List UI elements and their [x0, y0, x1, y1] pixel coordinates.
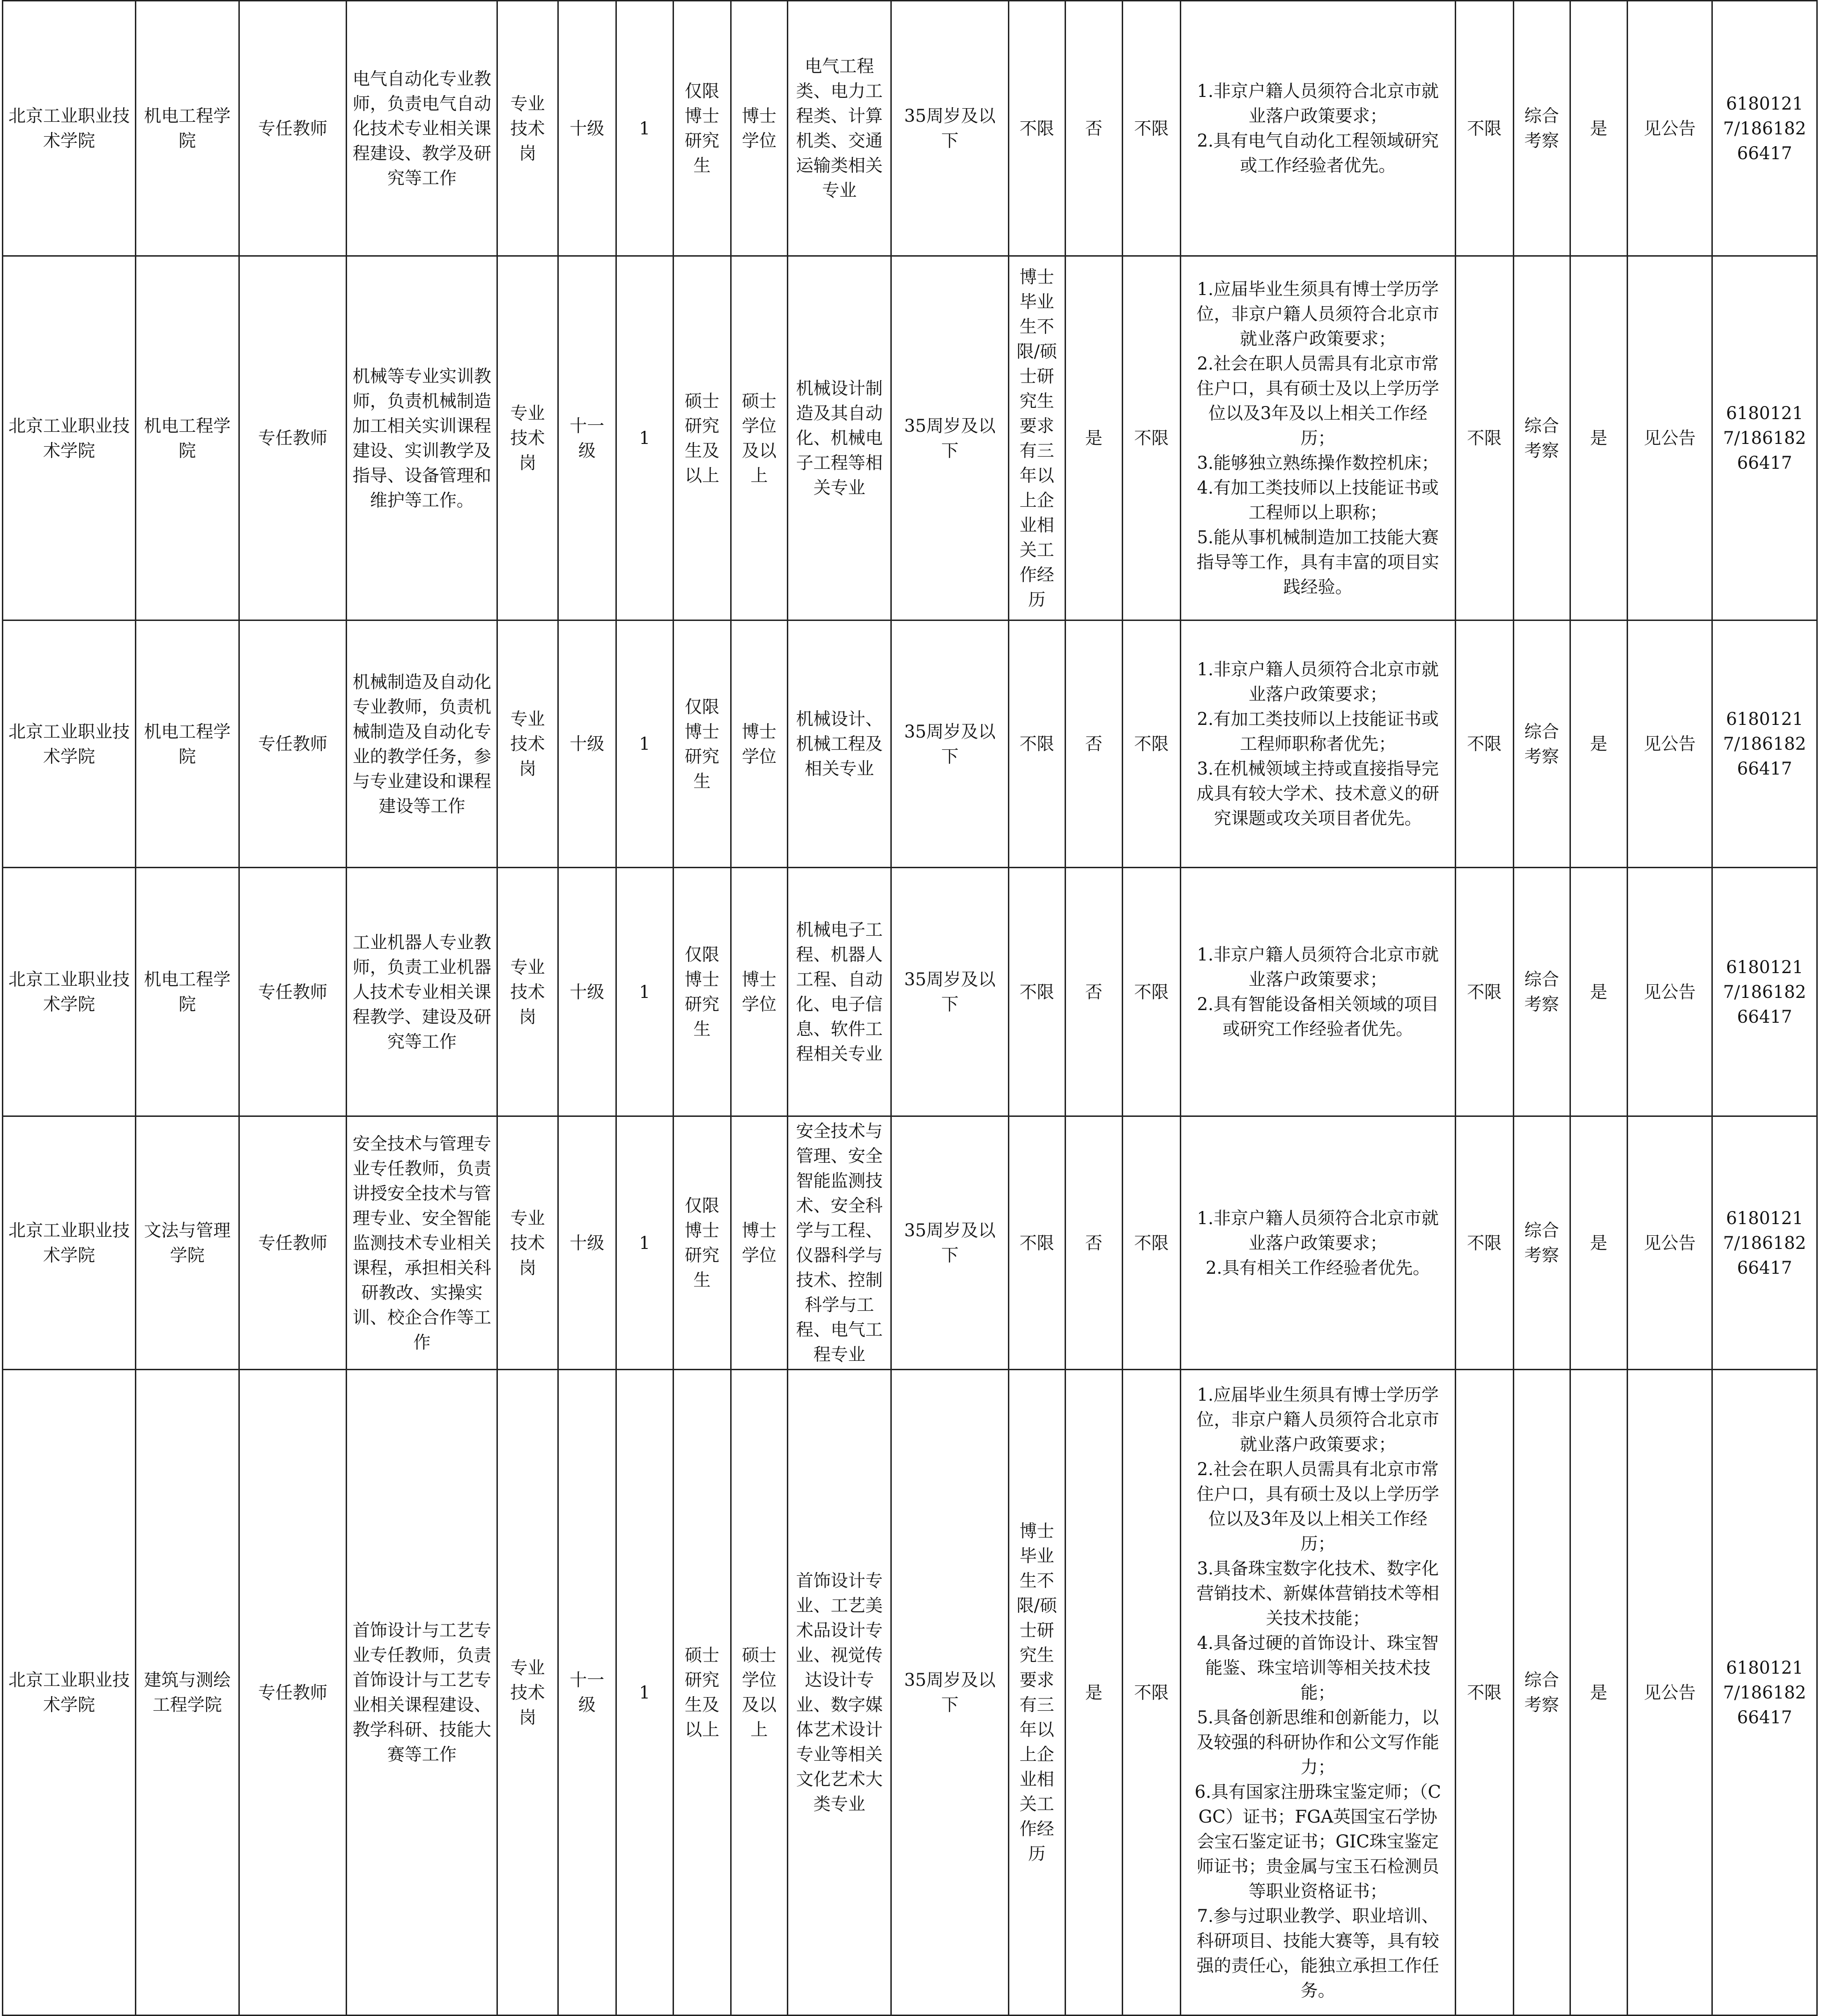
gender-cell: 不限 [1455, 868, 1513, 1116]
announce-cell: 是 [1570, 1, 1627, 256]
phone-cell: 61801217/18618266417 [1712, 868, 1817, 1116]
exam-cell: 综合考察 [1513, 256, 1570, 620]
political-cell: 不限 [1122, 1116, 1180, 1370]
count-cell: 1 [616, 1116, 673, 1370]
announce-cell: 是 [1570, 620, 1627, 868]
announce-cell: 是 [1570, 1116, 1627, 1370]
duties-cell: 安全技术与管理专业专任教师，负责讲授安全技术与管理专业、安全智能监测技术专业相关课程，承担相关科研教改、实操实训、校企合作等工作 [347, 1116, 497, 1370]
degree-cell: 博士学位 [731, 868, 787, 1116]
gender-cell: 不限 [1455, 1370, 1513, 2016]
category-cell: 专业技术岗 [497, 868, 558, 1116]
recruitment-table [2, 0, 1818, 2016]
age-cell: 35周岁及以下 [891, 1, 1008, 256]
major-cell: 机械电子工程、机器人工程、自动化、电子信息、软件工程相关专业 [787, 868, 891, 1116]
department-cell: 文法与管理学院 [136, 1116, 239, 1370]
grade-cell: 十级 [558, 868, 616, 1116]
requirements-cell [1180, 1370, 1455, 2016]
education-cell: 仅限博士研究生 [673, 868, 731, 1116]
count-cell: 1 [616, 620, 673, 868]
position-cell: 专任教师 [239, 1116, 347, 1370]
requirement-item: 1.非京户籍人员须符合北京市就业落户政策要求； [1197, 659, 1439, 704]
announce-cell: 是 [1570, 1370, 1627, 2016]
count-cell: 1 [616, 868, 673, 1116]
notice-cell: 见公告 [1627, 868, 1712, 1116]
political-cell: 不限 [1122, 1, 1180, 256]
position-cell: 专任教师 [239, 1, 347, 256]
gender-cell: 不限 [1455, 1, 1513, 256]
requirements-cell [1180, 1, 1455, 256]
gender-cell: 不限 [1455, 1116, 1513, 1370]
gender-cell: 不限 [1455, 256, 1513, 620]
local-requirement-cell: 是 [1065, 256, 1122, 620]
position-cell: 专任教师 [239, 868, 347, 1116]
local-requirement-cell: 是 [1065, 1370, 1122, 2016]
requirement-item: 1.应届毕业生须具有博士学历学位，非京户籍人员须符合北京市就业落户政策要求； [1196, 279, 1439, 349]
count-cell: 1 [616, 1370, 673, 2016]
category-cell: 专业技术岗 [497, 1370, 558, 2016]
grade-cell: 十级 [558, 1, 616, 256]
political-cell: 不限 [1122, 620, 1180, 868]
phone-cell: 61801217/18618266417 [1712, 1370, 1817, 2016]
local-requirement-cell: 否 [1065, 868, 1122, 1116]
local-requirement-cell: 否 [1065, 1116, 1122, 1370]
phone-cell: 61801217/18618266417 [1712, 1116, 1817, 1370]
experience-cell: 博士毕业生不限/硕士研究生要求有三年以上企业相关工作经历 [1008, 1370, 1065, 2016]
category-cell: 专业技术岗 [497, 1, 558, 256]
department-cell: 机电工程学院 [136, 868, 239, 1116]
notice-cell: 见公告 [1627, 620, 1712, 868]
requirement-item: 2.有加工类技师以上技能证书或工程师职称者优先； [1197, 709, 1439, 754]
duties-cell: 电气自动化专业教师，负责电气自动化技术专业相关课程建设、教学及研究等工作 [347, 1, 497, 256]
political-cell: 不限 [1122, 868, 1180, 1116]
department-cell: 机电工程学院 [136, 1, 239, 256]
requirement-item: 2.具有智能设备相关领域的项目或研究工作经验者优先。 [1197, 994, 1439, 1039]
count-cell: 1 [616, 256, 673, 620]
age-cell: 35周岁及以下 [891, 1370, 1008, 2016]
requirements-cell [1180, 620, 1455, 868]
phone-cell: 61801217/18618266417 [1712, 620, 1817, 868]
category-cell: 专业技术岗 [497, 256, 558, 620]
education-cell: 仅限博士研究生 [673, 620, 731, 868]
requirement-item: 3.在机械领域主持或直接指导完成具有较大学术、技术意义的研究课题或攻关项目者优先。 [1196, 759, 1439, 828]
degree-cell: 博士学位 [731, 1, 787, 256]
requirement-item: 1.应届毕业生须具有博士学历学位，非京户籍人员须符合北京市就业落户政策要求； [1196, 1384, 1439, 1455]
requirement-item: 2.社会在职人员需具有北京市常住户口，具有硕士及以上学历学位以及3年及以上相关工作经历； [1196, 1459, 1439, 1554]
requirement-item: 4.具备过硬的首饰设计、珠宝智能鉴、珠宝培训等相关技术技能； [1197, 1632, 1439, 1703]
grade-cell: 十一级 [558, 256, 616, 620]
employer-cell: 北京工业职业技术学院 [3, 256, 136, 620]
table-row [3, 1370, 1817, 2016]
age-cell: 35周岁及以下 [891, 620, 1008, 868]
announce-cell: 是 [1570, 868, 1627, 1116]
age-cell: 35周岁及以下 [891, 868, 1008, 1116]
gender-cell: 不限 [1455, 620, 1513, 868]
notice-cell: 见公告 [1627, 1370, 1712, 2016]
notice-cell: 见公告 [1627, 1, 1712, 256]
requirement-item: 2.社会在职人员需具有北京市常住户口，具有硕士及以上学历学位以及3年及以上相关工作经历； [1196, 354, 1439, 448]
requirement-item: 7.参与过职业教学、职业培训、科研项目、技能大赛等，具有较强的责任心，能独立承担工作任务。 [1196, 1905, 1439, 2001]
requirements-cell [1180, 1116, 1455, 1370]
age-cell: 35周岁及以下 [891, 1116, 1008, 1370]
employer-cell: 北京工业职业技术学院 [3, 868, 136, 1116]
notice-cell: 见公告 [1627, 1116, 1712, 1370]
category-cell: 专业技术岗 [497, 620, 558, 868]
requirement-item: 1.非京户籍人员须符合北京市就业落户政策要求； [1197, 945, 1439, 990]
position-cell: 专任教师 [239, 256, 347, 620]
department-cell: 建筑与测绘工程学院 [136, 1370, 239, 2016]
experience-cell: 博士毕业生不限/硕士研究生要求有三年以上企业相关工作经历 [1008, 256, 1065, 620]
exam-cell: 综合考察 [1513, 868, 1570, 1116]
position-cell: 专任教师 [239, 620, 347, 868]
major-cell: 安全技术与管理、安全智能监测技术、安全科学与工程、仪器科学与技术、控制科学与工程、电气工程专业 [787, 1116, 891, 1370]
requirement-item: 5.能从事机械制造加工技能大赛指导等工作，具有丰富的项目实践经验。 [1196, 527, 1439, 597]
education-cell: 仅限博士研究生 [673, 1, 731, 256]
political-cell: 不限 [1122, 256, 1180, 620]
employer-cell: 北京工业职业技术学院 [3, 1370, 136, 2016]
table-row [3, 1, 1817, 256]
requirement-item: 3.具备珠宝数字化技术、数字化营销技术、新媒体营销技术等相关技术技能； [1196, 1558, 1439, 1628]
experience-cell: 不限 [1008, 1, 1065, 256]
grade-cell: 十级 [558, 620, 616, 868]
department-cell: 机电工程学院 [136, 620, 239, 868]
requirements-cell [1180, 256, 1455, 620]
requirement-item: 2.具有电气自动化工程领域研究或工作经验者优先。 [1197, 131, 1439, 176]
announce-cell: 是 [1570, 256, 1627, 620]
duties-cell: 机械等专业实训教师，负责机械制造加工相关实训课程建设、实训教学及指导、设备管理和维护等工作。 [347, 256, 497, 620]
exam-cell: 综合考察 [1513, 620, 1570, 868]
political-cell: 不限 [1122, 1370, 1180, 2016]
duties-cell: 工业机器人专业教师，负责工业机器人技术专业相关课程教学、建设及研究等工作 [347, 868, 497, 1116]
age-cell: 35周岁及以下 [891, 256, 1008, 620]
major-cell: 机械设计、机械工程及相关专业 [787, 620, 891, 868]
employer-cell: 北京工业职业技术学院 [3, 1, 136, 256]
phone-cell: 61801217/18618266417 [1712, 256, 1817, 620]
education-cell: 仅限博士研究生 [673, 1116, 731, 1370]
requirement-item: 1.非京户籍人员须符合北京市就业落户政策要求； [1197, 81, 1439, 126]
experience-cell: 不限 [1008, 1116, 1065, 1370]
department-cell: 机电工程学院 [136, 256, 239, 620]
local-requirement-cell: 否 [1065, 1, 1122, 256]
notice-cell: 见公告 [1627, 256, 1712, 620]
table-row [3, 868, 1817, 1116]
count-cell: 1 [616, 1, 673, 256]
employer-cell: 北京工业职业技术学院 [3, 1116, 136, 1370]
degree-cell: 博士学位 [731, 620, 787, 868]
position-cell: 专任教师 [239, 1370, 347, 2016]
exam-cell: 综合考察 [1513, 1116, 1570, 1370]
table-row [3, 256, 1817, 620]
phone-cell: 61801217/18618266417 [1712, 1, 1817, 256]
duties-cell: 首饰设计与工艺专业专任教师，负责首饰设计与工艺专业相关课程建设、教学科研、技能大赛等工作 [347, 1370, 497, 2016]
requirement-item: 6.具有国家注册珠宝鉴定师；（CGC）证书；FGA英国宝石学协会宝石鉴定证书；GIC珠宝鉴定师证书；贵金属与宝玉石检测员等职业资格证书； [1194, 1781, 1441, 1901]
requirement-item: 3.能够独立熟练操作数控机床； [1197, 453, 1439, 473]
major-cell: 机械设计制造及其自动化、机械电子工程等相关专业 [787, 256, 891, 620]
major-cell: 首饰设计专业、工艺美术品设计专业、视觉传达设计专业、数字媒体艺术设计专业等相关文化艺术大类专业 [787, 1370, 891, 2016]
requirement-item: 4.有加工类技师以上技能证书或工程师以上职称； [1197, 478, 1439, 523]
employer-cell: 北京工业职业技术学院 [3, 620, 136, 868]
degree-cell: 硕士学位及以上 [731, 1370, 787, 2016]
grade-cell: 十一级 [558, 1370, 616, 2016]
duties-cell: 机械制造及自动化专业教师，负责机械制造及自动化专业的教学任务，参与专业建设和课程建设等工作 [347, 620, 497, 868]
local-requirement-cell: 否 [1065, 620, 1122, 868]
major-cell: 电气工程类、电力工程类、计算机类、交通运输类相关专业 [787, 1, 891, 256]
degree-cell: 硕士学位及以上 [731, 256, 787, 620]
requirement-item: 5.具备创新思维和创新能力，以及较强的科研协作和公文写作能力； [1196, 1707, 1439, 1777]
requirement-item: 1.非京户籍人员须符合北京市就业落户政策要求； [1197, 1208, 1439, 1253]
table-row [3, 620, 1817, 868]
requirement-item: 2.具有相关工作经验者优先。 [1206, 1257, 1430, 1278]
grade-cell: 十级 [558, 1116, 616, 1370]
education-cell: 硕士研究生及以上 [673, 1370, 731, 2016]
exam-cell: 综合考察 [1513, 1, 1570, 256]
education-cell: 硕士研究生及以上 [673, 256, 731, 620]
table-row [3, 1116, 1817, 1370]
category-cell: 专业技术岗 [497, 1116, 558, 1370]
degree-cell: 博士学位 [731, 1116, 787, 1370]
requirements-cell [1180, 868, 1455, 1116]
experience-cell: 不限 [1008, 620, 1065, 868]
experience-cell: 不限 [1008, 868, 1065, 1116]
exam-cell: 综合考察 [1513, 1370, 1570, 2016]
